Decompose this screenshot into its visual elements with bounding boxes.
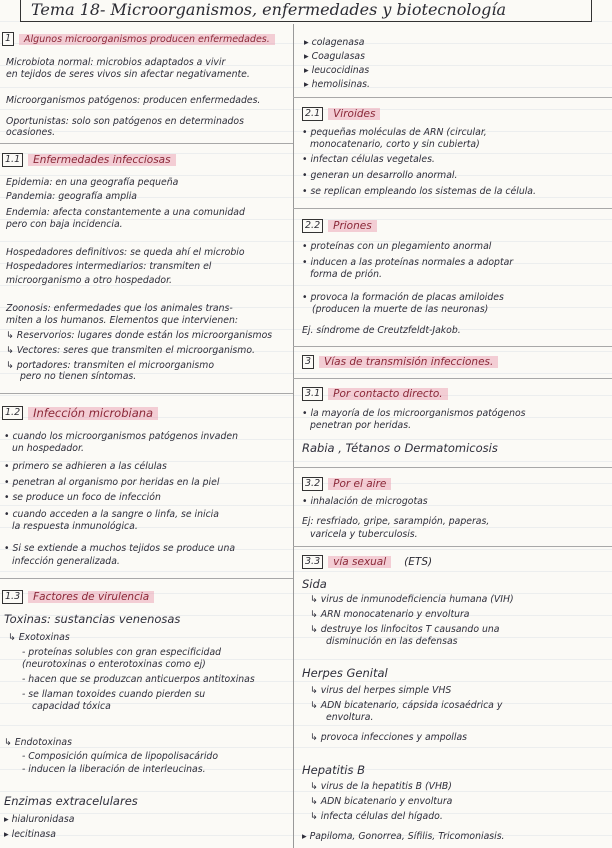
text-line: • la mayoría de los microorganismos patógenos <box>302 408 526 419</box>
text-line: • inducen a las proteínas normales a adoptar <box>302 257 514 268</box>
text-line: • proteínas con un plegamiento anormal <box>302 241 492 252</box>
text-line: • pequeñas moléculas de ARN (circular, <box>302 127 487 138</box>
section-rule <box>293 208 612 209</box>
text-line: Hospedadores definitivos: se queda ahí el microbio <box>6 247 245 258</box>
text-line: Microorganismos patógenos: producen enfermedades. <box>6 95 261 106</box>
section-3-heading <box>302 355 498 369</box>
section-number: 3.1 <box>302 387 323 401</box>
section-number: 1.1 <box>2 153 23 167</box>
text-line: ↳ Exotoxinas <box>8 632 70 643</box>
section-1-2-heading <box>2 406 158 420</box>
section-title: Factores de virulencia <box>28 591 154 603</box>
section-number: 1.2 <box>2 406 23 420</box>
text-line: Epidemia: en una geografía pequeña <box>6 177 179 188</box>
text-line: ↳ virus de la hepatitis B (VHB) <box>310 781 452 792</box>
text-line: Endemia: afecta constantemente a una comunidad <box>6 207 245 218</box>
section-rule <box>293 378 612 379</box>
text-line: ↳ portadores: transmiten el microorganismo <box>6 360 215 371</box>
text-line: pero no tienen síntomas. <box>20 371 137 382</box>
section-rule <box>0 143 293 144</box>
text-line: ▸ lecitinasa <box>4 829 56 840</box>
text-line: • Si se extiende a muchos tejidos se produce una <box>4 543 236 554</box>
text-line: - proteínas solubles con gran especificidad <box>22 647 222 658</box>
subheading: Herpes Genital <box>302 666 388 680</box>
section-1-heading <box>2 32 275 46</box>
text-line: ocasiones. <box>6 127 56 138</box>
text-line: Oportunistas: solo son patógenos en determinados <box>6 116 244 127</box>
text-line: capacidad tóxica <box>32 701 111 712</box>
text-line: • inhalación de microgotas <box>302 496 428 507</box>
text-line: • primero se adhieren a las células <box>4 461 167 472</box>
text-line: infección generalizada. <box>12 556 120 567</box>
text-line: Rabia , Tétanos o Dermatomicosis <box>302 441 498 455</box>
text-line: ▸ Papiloma, Gonorrea, Sífilis, Tricomoniasis. <box>302 831 505 842</box>
text-line: ▸ leucocidinas <box>304 65 370 76</box>
text-line: - se llaman toxoides cuando pierden su <box>22 689 206 700</box>
section-title: Algunos microorganismos producen enfermedades. <box>19 34 275 45</box>
section-number: 3 <box>302 355 314 369</box>
section-number: 1.3 <box>2 590 23 604</box>
text-line: Microbiota normal: microbios adaptados a vivir <box>6 57 226 68</box>
text-line: • provoca la formación de placas amiloides <box>302 292 504 303</box>
text-line: Toxinas: sustancias venenosas <box>4 612 181 626</box>
section-title: Por contacto directo. <box>328 388 447 400</box>
section-number: 3.2 <box>302 477 323 491</box>
section-title: Viroides <box>328 108 380 120</box>
section-number: 2.2 <box>302 219 323 233</box>
text-line: ↳ ARN monocatenario y envoltura <box>310 609 470 620</box>
section-rule <box>0 578 293 579</box>
text-line: monocatenario, corto y sin cubierta) <box>310 139 480 150</box>
section-2-2-heading <box>302 219 377 233</box>
text-line: ▸ Coagulasas <box>304 51 365 62</box>
section-number: 3.3 <box>302 555 323 569</box>
subheading: Hepatitis B <box>302 763 366 777</box>
text-line: miten a los humanos. Elementos que intervienen: <box>6 315 238 326</box>
text-line: • se replican empleando los sistemas de la célula. <box>302 186 536 197</box>
text-line: ↳ virus del herpes simple VHS <box>310 685 452 696</box>
section-title: Vías de transmisión infecciones. <box>319 356 498 368</box>
page-title: Tema 18- Microorganismos, enfermedades y biotecnología <box>20 0 592 22</box>
section-3-3-heading <box>302 555 432 569</box>
subheading: Sida <box>302 577 327 591</box>
text-line: penetran por heridas. <box>310 420 412 431</box>
text-line: en tejidos de seres vivos sin afectar negativamente. <box>6 69 250 80</box>
text-line: ↳ Endotoxinas <box>4 737 72 748</box>
section-1-1-heading <box>2 153 176 167</box>
text-line: ↳ ADN bicatenario y envoltura <box>310 796 453 807</box>
text-line: Pandemia: geografía amplia <box>6 191 137 202</box>
section-number: 1 <box>2 32 14 46</box>
section-rule <box>293 97 612 98</box>
section-number: 2.1 <box>302 107 323 121</box>
text-line: microorganismo a otro hospedador. <box>6 275 172 286</box>
text-line: Ej. síndrome de Creutzfeldt-Jakob. <box>302 325 461 336</box>
section-2-1-heading <box>302 107 380 121</box>
section-1-3-heading <box>2 590 154 604</box>
text-line: (neurotoxinas o enterotoxinas como ej) <box>22 659 206 670</box>
column-divider <box>293 24 294 848</box>
text-line: Ej: resfriado, gripe, sarampión, paperas, <box>302 516 490 527</box>
text-line: - inducen la liberación de interleucinas. <box>22 764 206 775</box>
text-line: • cuando acceden a la sangre o linfa, se inicia <box>4 509 219 520</box>
text-line: un hospedador. <box>12 443 84 454</box>
text-line: Enzimas extracelulares <box>4 794 138 808</box>
text-line: ▸ colagenasa <box>304 37 365 48</box>
section-rule <box>293 546 612 547</box>
text-line: ↳ ADN bicatenario, cápsida icosaédrica y <box>310 700 503 711</box>
text-line: envoltura. <box>326 712 374 723</box>
section-title: Por el aire <box>328 478 391 490</box>
section-3-1-heading <box>302 387 448 401</box>
text-line: ↳ Vectores: seres que transmiten el microorganismo. <box>6 345 255 356</box>
text-line: - hacen que se produzcan anticuerpos antitoxinas <box>22 674 255 685</box>
section-title: Priones <box>328 220 377 232</box>
section-rule <box>0 393 293 394</box>
text-line: • cuando los microorganismos patógenos invaden <box>4 431 238 442</box>
text-line: ↳ destruye los linfocitos T causando una <box>310 624 500 635</box>
text-line: (producen la muerte de las neuronas) <box>312 304 489 315</box>
text-line: • infectan células vegetales. <box>302 154 435 165</box>
text-line: pero con baja incidencia. <box>6 219 123 230</box>
text-line: ▸ hemolisinas. <box>304 79 370 90</box>
section-title: vía sexual <box>328 556 391 568</box>
section-3-2-heading <box>302 477 391 491</box>
text-line: • penetran al organismo por heridas en la piel <box>4 477 220 488</box>
text-line: ↳ Reservorios: lugares donde están los microorganismos <box>6 330 273 341</box>
section-rule <box>293 467 612 468</box>
text-line: • generan un desarrollo anormal. <box>302 170 458 181</box>
text-line: ▸ hialuronidasa <box>4 814 75 825</box>
section-rule <box>293 346 612 347</box>
text-line: forma de prión. <box>310 269 382 280</box>
text-line: varicela y tuberculosis. <box>310 529 418 540</box>
text-line: ↳ virus de inmunodeficiencia humana (VIH) <box>310 594 514 605</box>
text-line: disminución en las defensas <box>326 636 458 647</box>
text-line: • se produce un foco de infección <box>4 492 161 503</box>
text-line: ↳ infecta células del hígado. <box>310 811 443 822</box>
text-line: - Composición química de lipopolisacárido <box>22 751 219 762</box>
text-line: Zoonosis: enfermedades que los animales trans- <box>6 303 233 314</box>
section-title: Infección microbiana <box>28 407 158 420</box>
section-tag: (ETS) <box>404 556 433 568</box>
text-line: la respuesta inmunológica. <box>12 521 138 532</box>
text-line: Hospedadores intermediarios: transmiten el <box>6 261 212 272</box>
text-line: ↳ provoca infecciones y ampollas <box>310 732 467 743</box>
section-title: Enfermedades infecciosas <box>28 154 175 166</box>
